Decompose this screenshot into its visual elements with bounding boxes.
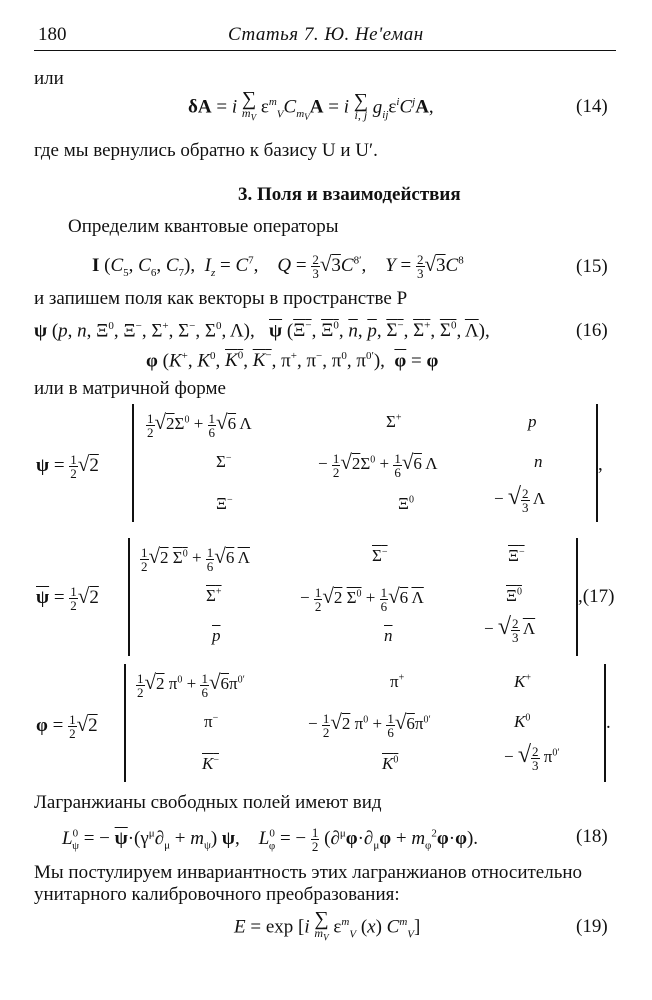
matrix-phi-trail: . (606, 712, 611, 733)
matrix-psi-lhs: ψ = $\frac{1}{2}$ √2 (36, 452, 99, 482)
matrix-psibar-lhs: $\overline{\psi}$ = $\frac{1}{2}$ √2 (36, 584, 99, 614)
matrix-psibar-cell-2-1: Σ+ (206, 586, 222, 605)
equation-16-line1: ψ (p, n, $\Xi^0$, Ξ−, Σ+, Σ−, $\Sigma^0$, Λ), $\overline{\psi}$ (Ξ−, $\Xi^0$, $\overline{n}$, $\overline{p}$, Σ−, Σ+, $\Sigma^0$, $\overline{\Lambda}$), (34, 320, 490, 342)
matrix-phi-cell-3-3: − √ $\frac{2}{3}$ $\pi^{0'}$ (504, 742, 560, 773)
equation-16-line2: φ (K+, $K^0$, $K^0$, K−, π+, π−, $\pi^0$, $\pi^{0'}$), $\overline{\varphi} = \varphi$ (146, 350, 439, 372)
header-rule (34, 50, 616, 51)
eq-number-15: (15) (576, 256, 608, 277)
text-ili: или (34, 68, 64, 89)
matrix-psibar-cell-3-1: $\overline{p}$ (212, 626, 221, 645)
eq-number-19: (19) (576, 916, 608, 937)
matrix-phi-cell-3-2: $K^0$ (382, 754, 399, 773)
text-define-operators: Определим квантовые операторы (68, 216, 339, 237)
matrix-psi-cell-2-2: − $\frac{1}{2}$ $√2\Sigma^0$ + $\frac{1}{6}$ √6 Λ (318, 450, 438, 480)
matrix-phi-cell-1-1: $\frac{1}{2}$ √2 $\pi^0$ + $\frac{1}{6}$ $√6\pi^{0'}$ (137, 670, 245, 700)
text-write-fields: и запишем поля как векторы в пространстве P (34, 288, 408, 309)
matrix-psibar-cell-1-1: $\frac{1}{2}$ √2 $\Sigma^0$ + $\frac{1}{6}$ √6 $\overline{\Lambda}$ (141, 544, 250, 574)
page-number: 180 (38, 24, 67, 45)
text-postulate-line2: унитарного калибровочного преобразования: (34, 884, 400, 905)
text-back-to-basis: где мы вернулись обратно к базису U и U′. (34, 140, 378, 161)
equation-19: E = exp [i ∑ $m_V$ $\varepsilon^m_V$ (x) $C^m_V$] (234, 908, 421, 943)
matrix-psibar-cell-2-3: $\Xi^0$ (506, 586, 522, 605)
matrix-psibar-cell-3-3: − √ $\frac{2}{3}$ $\overline{\Lambda}$ (484, 614, 536, 645)
matrix-phi-lhs: φ = $\frac{1}{2}$ √2 (36, 712, 98, 742)
matrix-psibar-cell-3-2: $\overline{n}$ (384, 626, 393, 645)
running-title: Статья 7. Ю. Не'еман (228, 24, 424, 45)
matrix-phi-cell-2-3: $K^0$ (514, 712, 531, 731)
matrix-phi-cell-2-2: − $\frac{1}{2}$ √2 $\pi^0$ + $\frac{1}{6}$ $√6\pi^{0'}$ (308, 710, 431, 740)
matrix-psi-cell-2-1: Σ− (216, 452, 232, 471)
matrix-psi-cell-3-1: Ξ− (216, 494, 233, 513)
equation-18: $L^0_\psi$ = − $\overline{\psi}\cdot(\gamma^\mu\partial_\mu + m_\psi)$ ψ, $L^0_\varphi$ = − $\frac{1}{2}$ $(\partial^\mu\varphi\cdot\partial_\mu\varphi + m_\varphi^2\varphi\cdot\varphi)$. (62, 825, 479, 854)
matrix-psi-cell-3-2: $\Xi^0$ (398, 494, 414, 513)
text-lagrangians-intro: Лагранжианы свободных полей имеют вид (34, 792, 382, 813)
matrix-psibar-cell-2-2: − $\frac{1}{2}$ √2 $\Sigma^0$ + $\frac{1}{6}$ √6 $\overline{\Lambda}$ (300, 584, 424, 614)
matrix-psibar-left-bar (128, 538, 130, 656)
matrix-psibar-trail: ,(17) (578, 586, 615, 607)
matrix-psibar-cell-1-2: Σ− (372, 546, 388, 565)
matrix-phi-cell-2-1: π− (204, 712, 219, 731)
matrix-psi-left-bar (132, 404, 134, 522)
matrix-psi-cell-1-2: Σ+ (386, 412, 402, 431)
equation-15: I ($C_5$, $C_6$, $C_7$), $I_z = C^7$, Q = $\frac{2}{3}$ $√3C^{8'}$, Y = $\frac{2}{3}$ $√3C^8$ (92, 252, 464, 282)
equation-14: δA = i ∑ $m_V$ $\varepsilon^m_VC_{m_V}A = i$ ∑ i, j $g_{ij}\varepsilon^iC^jA$, (188, 88, 434, 123)
matrix-phi-cell-1-3: K+ (514, 672, 531, 691)
text-matrix-form: или в матричной форме (34, 378, 226, 399)
eq-number-16: (16) (576, 320, 608, 341)
matrix-phi-cell-1-2: π+ (390, 672, 405, 691)
matrix-psi-cell-2-3: n (534, 452, 543, 471)
matrix-psi-cell-3-3: − √ $\frac{2}{3}$ Λ (494, 484, 546, 515)
matrix-phi-cell-3-1: K− (202, 754, 219, 773)
matrix-psi-cell-1-3: p (528, 412, 537, 431)
section-heading: 3. Поля и взаимодействия (238, 184, 461, 205)
eq-number-14: (14) (576, 96, 608, 117)
matrix-psi-trail: , (598, 454, 603, 475)
matrix-psi-cell-1-1: $\frac{1}{2}$ $√2\Sigma^0$ + $\frac{1}{6}$ √6 Λ (147, 410, 252, 440)
eq-number-18: (18) (576, 826, 608, 847)
text-postulate-line1: Мы постулируем инвариантность этих лагранжианов относительно (34, 862, 583, 883)
matrix-phi-left-bar (124, 664, 126, 782)
matrix-psibar-cell-1-3: Ξ− (508, 546, 525, 565)
